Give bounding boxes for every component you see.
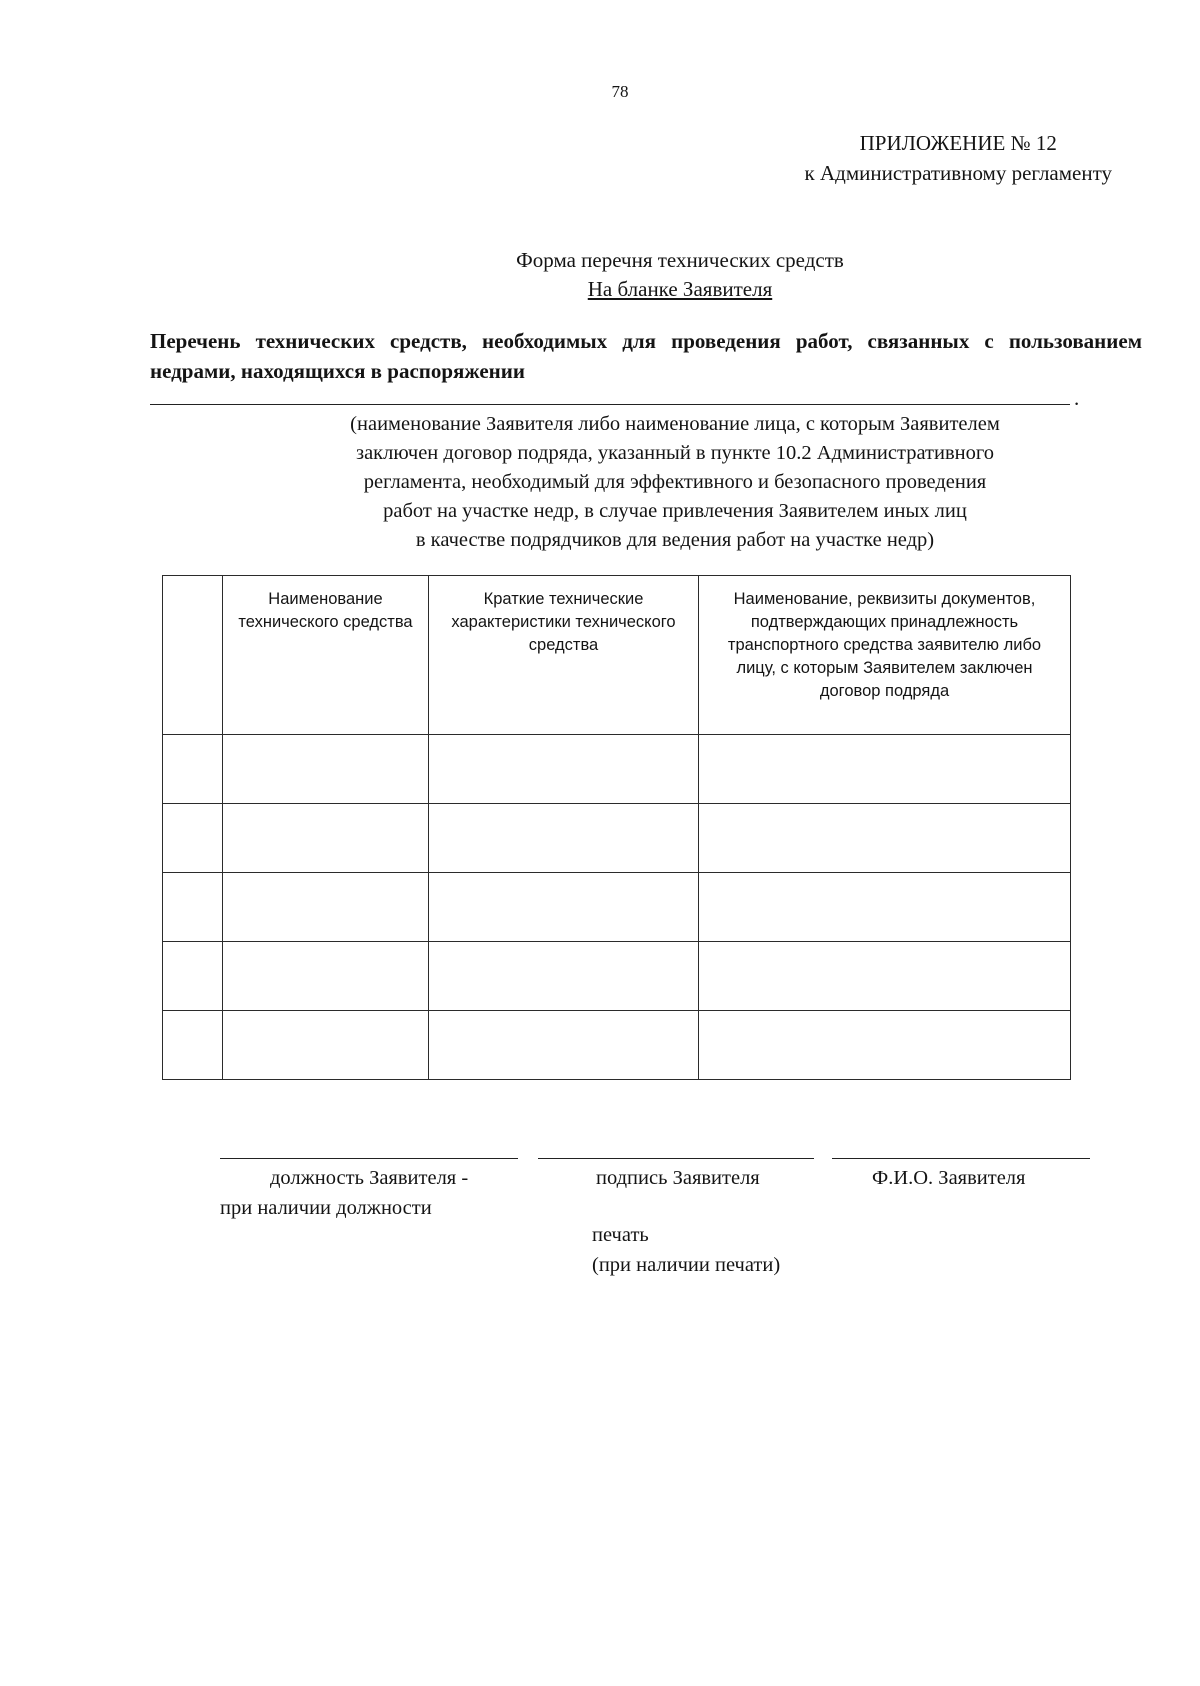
applicant-name-fill-line[interactable] bbox=[150, 404, 1070, 405]
table-row bbox=[163, 1011, 1071, 1080]
position-note: при наличии должности bbox=[220, 1197, 432, 1219]
table-cell[interactable] bbox=[223, 942, 429, 1011]
table-row bbox=[163, 873, 1071, 942]
table-cell[interactable] bbox=[429, 873, 699, 942]
stamp-label: печать bbox=[592, 1224, 649, 1246]
table-row bbox=[163, 942, 1071, 1011]
table-header-row bbox=[163, 576, 1071, 735]
form-title-block bbox=[420, 246, 940, 304]
header-number bbox=[163, 576, 223, 735]
appendix-title: ПРИЛОЖЕНИЕ № 12 bbox=[859, 131, 1057, 155]
full-name-signature-line[interactable] bbox=[832, 1158, 1090, 1159]
table-cell[interactable] bbox=[429, 1011, 699, 1080]
table-cell[interactable] bbox=[163, 735, 223, 804]
table-cell[interactable] bbox=[223, 804, 429, 873]
position-signature-line[interactable] bbox=[220, 1158, 518, 1159]
table-cell[interactable] bbox=[699, 804, 1071, 873]
header-documents: Наименование, реквизиты документов, подтверждающих принадлежность транспортного средства заявителю либо лицу, с которым Заявителем заключен договор подряда bbox=[699, 576, 1071, 735]
signature-label: подпись Заявителя bbox=[596, 1167, 760, 1189]
table-cell[interactable] bbox=[429, 735, 699, 804]
technical-means-table bbox=[162, 575, 1071, 1080]
caption-line: в качестве подрядчиков для ведения работ на участке недр) bbox=[415, 529, 935, 551]
document-heading: Перечень технических средств, необходимых для проведения работ, связанных с пользованием недрами, находящихся в распоряжении bbox=[150, 329, 1142, 383]
header-name: Наименование технического средства bbox=[223, 576, 429, 735]
caption-line: регламента, необходимый для эффективного и безопасного проведения bbox=[363, 471, 987, 493]
position-label-block bbox=[220, 1163, 518, 1223]
header-characteristics: Краткие технические характеристики технического средства bbox=[429, 576, 699, 735]
fill-line-period: . bbox=[1074, 386, 1080, 410]
table-row bbox=[163, 804, 1071, 873]
table-cell[interactable] bbox=[223, 873, 429, 942]
table-cell[interactable] bbox=[699, 873, 1071, 942]
table-cell[interactable] bbox=[223, 1011, 429, 1080]
table-cell[interactable] bbox=[699, 942, 1071, 1011]
table-cell[interactable] bbox=[163, 1011, 223, 1080]
table-cell[interactable] bbox=[163, 873, 223, 942]
appendix-header bbox=[805, 128, 1112, 188]
table-cell[interactable] bbox=[429, 804, 699, 873]
table-cell[interactable] bbox=[699, 1011, 1071, 1080]
stamp-note: (при наличии печати) bbox=[592, 1254, 781, 1276]
caption-line: (наименование Заявителя либо наименование лица, с которым Заявителем bbox=[350, 413, 1000, 435]
letterhead-note: На бланке Заявителя bbox=[587, 277, 773, 301]
table-row bbox=[163, 735, 1071, 804]
table-cell[interactable] bbox=[223, 735, 429, 804]
position-label: должность Заявителя - bbox=[270, 1167, 469, 1189]
caption-line: работ на участке недр, в случае привлечения Заявителем иных лиц bbox=[383, 500, 967, 522]
fill-caption bbox=[260, 410, 1090, 555]
table-cell[interactable] bbox=[429, 942, 699, 1011]
caption-line: заключен договор подряда, указанный в пункте 10.2 Административного bbox=[355, 442, 995, 464]
form-title: Форма перечня технических средств bbox=[516, 248, 844, 272]
table-cell[interactable] bbox=[699, 735, 1071, 804]
table-cell[interactable] bbox=[163, 804, 223, 873]
page-number: 78 bbox=[611, 82, 629, 101]
stamp-block bbox=[592, 1220, 780, 1280]
table-cell[interactable] bbox=[163, 942, 223, 1011]
signature-line[interactable] bbox=[538, 1158, 814, 1159]
full-name-label: Ф.И.О. Заявителя bbox=[872, 1167, 1026, 1189]
appendix-subtitle: к Административному регламенту bbox=[804, 161, 1112, 185]
